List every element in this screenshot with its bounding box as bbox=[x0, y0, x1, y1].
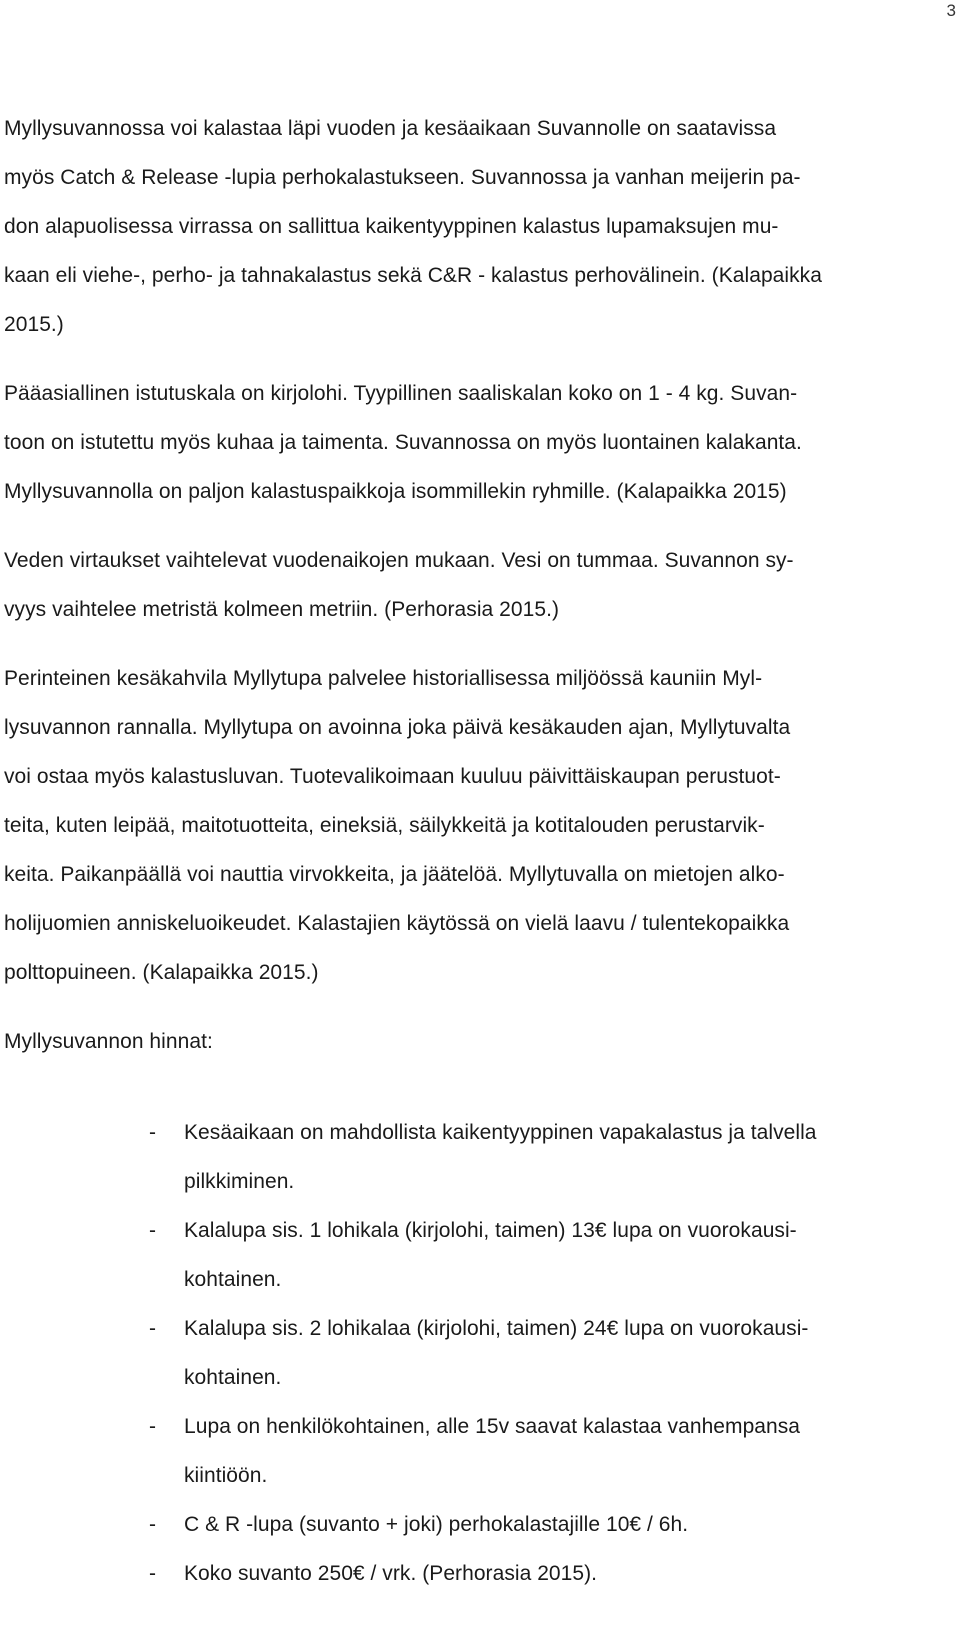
list-bullet: - bbox=[149, 1121, 156, 1144]
paragraph-spacer bbox=[4, 349, 936, 369]
text-line: C & R -lupa (suvanto + joki) perhokalastajille 10€ / 6h. bbox=[184, 1513, 689, 1536]
text-line: keita. Paikanpäällä voi nauttia virvokkeita, ja jäätelöä. Myllytuvalla on mietojen alko- bbox=[4, 863, 785, 886]
paragraph-spacer bbox=[4, 634, 936, 654]
text-line: voi ostaa myös kalastusluvan. Tuotevalikoimaan kuuluu päivittäiskaupan perustuot- bbox=[4, 765, 781, 788]
list-bullet: - bbox=[149, 1415, 156, 1438]
list-item bbox=[4, 1108, 936, 1206]
text-line: 2015.) bbox=[4, 313, 64, 336]
text-line: kiintiöön. bbox=[184, 1464, 268, 1487]
text-line: Koko suvanto 250€ / vrk. (Perhorasia 2015). bbox=[184, 1562, 598, 1585]
paragraph-cafe-myllytupa bbox=[4, 654, 936, 997]
list-bullet: - bbox=[149, 1219, 156, 1242]
text-line: pilkkiminen. bbox=[184, 1170, 295, 1193]
list-item bbox=[4, 1206, 936, 1304]
text-line: Kalalupa sis. 1 lohikala (kirjolohi, taimen) 13€ lupa on vuorokausi- bbox=[184, 1219, 797, 1242]
text-line: vyys vaihtelee metristä kolmeen metriin. (Perhorasia 2015.) bbox=[4, 598, 560, 621]
text-line: Lupa on henkilökohtainen, alle 15v saavat kalastaa vanhempansa bbox=[184, 1415, 801, 1438]
text-line: Kalalupa sis. 2 lohikalaa (kirjolohi, taimen) 24€ lupa on vuorokausi- bbox=[184, 1317, 809, 1340]
text-line: lysuvannon rannalla. Myllytupa on avoinna joka päivä kesäkauden ajan, Myllytuvalta bbox=[4, 716, 791, 739]
paragraph-fish-stocking bbox=[4, 369, 936, 516]
list-bullet: - bbox=[149, 1317, 156, 1340]
text-line: polttopuineen. (Kalapaikka 2015.) bbox=[4, 961, 319, 984]
text-line: kaan eli viehe-, perho- ja tahnakalastus sekä C&R - kalastus perhovälinein. (Kalapaikka bbox=[4, 264, 822, 287]
prices-heading bbox=[4, 1017, 936, 1066]
text-line: toon on istutettu myös kuhaa ja taimenta. Suvannossa on myös luontainen kalakanta. bbox=[4, 431, 802, 454]
text-line: Perinteinen kesäkahvila Myllytupa palvelee historiallisessa miljöössä kauniin Myl- bbox=[4, 667, 763, 690]
text-line: kohtainen. bbox=[184, 1268, 282, 1291]
text-line: Pääasiallinen istutuskala on kirjolohi. Tyypillinen saaliskalan koko on 1 - 4 kg. Suvan- bbox=[4, 382, 798, 405]
page-number: 3 bbox=[946, 1, 956, 20]
paragraph-fishing-permits bbox=[4, 104, 936, 349]
list-bullet: - bbox=[149, 1513, 156, 1536]
text-line: myös Catch & Release -lupia perhokalastukseen. Suvannossa ja vanhan meijerin pa- bbox=[4, 166, 801, 189]
paragraph-spacer bbox=[4, 1066, 936, 1108]
list-item bbox=[4, 1500, 936, 1549]
list-item bbox=[4, 1549, 936, 1598]
list-bullet: - bbox=[149, 1562, 156, 1585]
text-line: Kesäaikaan on mahdollista kaikentyyppinen vapakalastus ja talvella bbox=[184, 1121, 817, 1144]
list-item bbox=[4, 1402, 936, 1500]
text-line: Myllysuvannolla on paljon kalastuspaikkoja isommillekin ryhmille. (Kalapaikka 2015) bbox=[4, 480, 787, 503]
text-line: teita, kuten leipää, maitotuotteita, eineksiä, säilykkeitä ja kotitalouden perustarvik- bbox=[4, 814, 765, 837]
text-line: holijuomien anniskeluoikeudet. Kalastajien käytössä on vielä laavu / tulentekopaikka bbox=[4, 912, 790, 935]
paragraph-water-conditions bbox=[4, 536, 936, 634]
list-item bbox=[4, 1304, 936, 1402]
text-line: Veden virtaukset vaihtelevat vuodenaikojen mukaan. Vesi on tummaa. Suvannon sy- bbox=[4, 549, 794, 572]
text-line: Myllysuvannon hinnat: bbox=[4, 1030, 213, 1053]
document-body bbox=[4, 104, 936, 1598]
text-line: don alapuolisessa virrassa on sallittua kaikentyyppinen kalastus lupamaksujen mu- bbox=[4, 215, 779, 238]
text-line: kohtainen. bbox=[184, 1366, 282, 1389]
paragraph-spacer bbox=[4, 997, 936, 1017]
text-line: Myllysuvannossa voi kalastaa läpi vuoden ja kesäaikaan Suvannolle on saatavissa bbox=[4, 117, 777, 140]
paragraph-spacer bbox=[4, 516, 936, 536]
price-list bbox=[4, 1108, 936, 1598]
